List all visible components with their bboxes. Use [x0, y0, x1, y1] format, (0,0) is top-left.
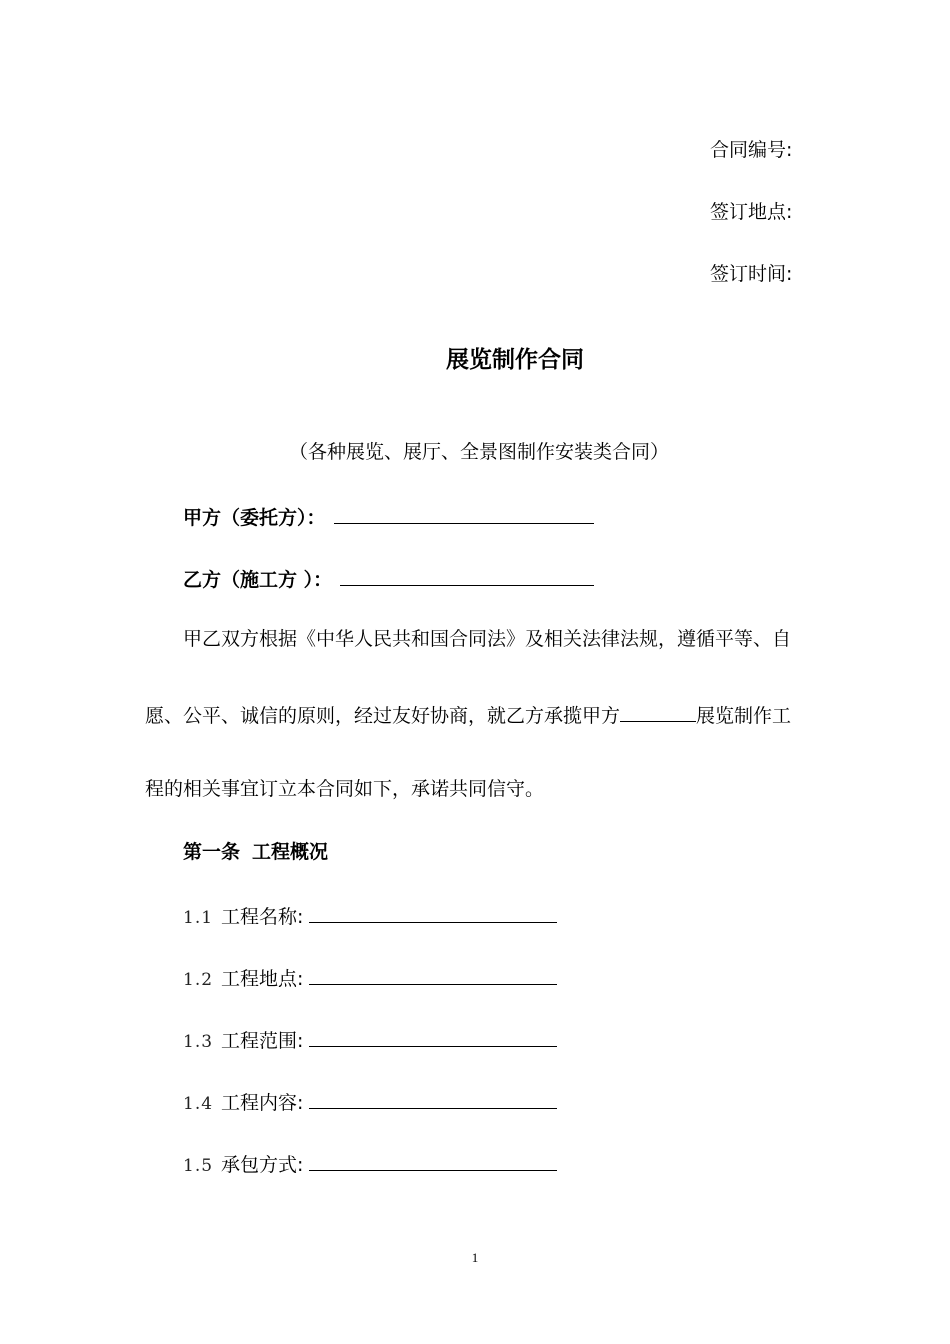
intro-line-2-after: 展览制作工	[696, 705, 792, 727]
article-1-heading	[183, 840, 328, 864]
article-1-number: 第一条	[183, 841, 241, 863]
article-item-number: 1.2	[183, 970, 214, 990]
article-item-label: 工程范围:	[221, 1030, 304, 1052]
document-subtitle	[0, 440, 950, 464]
article-item-blank	[309, 1150, 557, 1171]
intro-line-2	[145, 703, 791, 728]
article-item	[183, 964, 557, 992]
article-item-number: 1.1	[183, 908, 214, 928]
intro-line-2-before: 愿、公平、诚信的原则，经过友好协商，就乙方承揽甲方	[145, 705, 621, 727]
article-item	[183, 1088, 557, 1116]
article-item-blank	[309, 1088, 557, 1109]
page-number: 1	[471, 1250, 479, 1265]
article-item-label: 工程名称:	[221, 906, 304, 928]
sign-place-label: 签订地点:	[710, 201, 793, 223]
sign-time-label: 签订时间:	[710, 263, 793, 285]
article-item-label: 工程内容:	[221, 1092, 304, 1114]
party-b-blank	[340, 565, 594, 586]
project-name-blank	[620, 703, 696, 722]
party-b-label: 乙方（施工方 ）：	[183, 569, 333, 591]
article-item	[183, 902, 557, 930]
article-item-blank	[309, 902, 557, 923]
article-1-title: 工程概况	[252, 841, 329, 863]
intro-line-1: 甲乙双方根据《中华人民共和国合同法》及相关法律法规，遵循平等、自	[183, 628, 792, 650]
intro-line-3: 程的相关事宜订立本合同如下，承诺共同信守。	[145, 778, 545, 800]
document-title: 展览制作合同	[446, 347, 584, 373]
article-item-number: 1.3	[183, 1032, 214, 1052]
party-a-row	[183, 503, 594, 530]
article-item	[183, 1150, 557, 1178]
article-item-label: 承包方式:	[221, 1154, 304, 1176]
party-a-blank	[334, 503, 594, 524]
article-item	[183, 1026, 557, 1054]
party-b-row	[183, 565, 594, 592]
article-item-label: 工程地点:	[221, 968, 304, 990]
article-item-number: 1.4	[183, 1094, 214, 1114]
article-item-blank	[309, 1026, 557, 1047]
article-item-number: 1.5	[183, 1156, 214, 1176]
article-item-blank	[309, 964, 557, 985]
document-subtitle-text: （各种展览、展厅、全景图制作安装类合同）	[288, 441, 669, 463]
party-a-label: 甲方（委托方）：	[183, 507, 326, 529]
contract-number-label: 合同编号:	[710, 139, 793, 161]
